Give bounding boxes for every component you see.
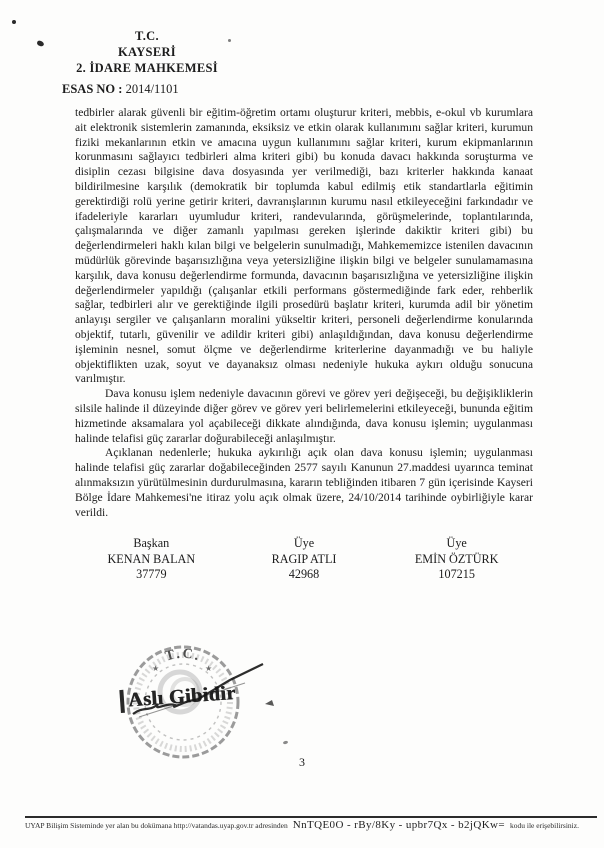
certified-true-copy-stamp: Aslı Gibidir — [119, 682, 236, 713]
body-paragraph-2: Dava konusu işlem nedeniyle davacının görevi ve görev yeri değişeceği, bu değişikliklerin silsile halinde il düzeyinde diğer görev ve görev yeri belirlemelerini etkileyeceği, bununda eğitim hizmetinde aksamalara yol açabileceği dikkate alındığında, dava konusu işlemin; uygulanması halinde telafisi güç zararlar doğurabileceği anlaşılmıştır. — [75, 387, 533, 445]
court-name: 2. İDARE MAHKEMESİ — [76, 61, 218, 75]
signature-name: RAGIP ATLI — [271, 551, 337, 566]
body-paragraph-3: Açıklanan nedenlerle; hukuka aykırılığı açık olan dava konusu işlemin; uygulanması halinde telafisi güç zararlar doğabileceğinden 2577 sayılı Kanunun 27.maddesi uyarınca teminat alınmaksızın yürütülmesinin durdurulmasına, kararın tebliğinden itibaren 7 gün içerisinde Kayseri Bölge İdare Mahkemesi'ne itiraz yolu açık olmak üzere, 24/10/2014 tarihinde oybirliğiyle karar verildi. — [75, 446, 533, 519]
court-header — [52, 28, 242, 76]
signature-name: KENAN BALAN — [107, 551, 196, 566]
signature-block — [75, 536, 533, 583]
seal-star-right-icon: ★ — [205, 664, 213, 673]
uyap-footer — [25, 819, 599, 831]
signature-registry-no: 42968 — [288, 567, 320, 581]
signature-title: Üye — [293, 536, 315, 550]
signature-president — [75, 536, 228, 583]
case-number-label: ESAS NO : — [62, 82, 123, 96]
signature-registry-no: 107215 — [438, 567, 475, 581]
uyap-verification-code: NnTQE0O - rBy/8Ky - upbr7Qx - b2jQKw= — [292, 819, 505, 831]
decision-body — [75, 106, 533, 520]
ink-speck — [36, 40, 44, 47]
seal-star-left-icon: ★ — [152, 664, 160, 673]
signature-name: EMİN ÖZTÜRK — [414, 551, 499, 566]
signature-title: Başkan — [133, 536, 170, 550]
uyap-footer-prefix: UYAP Bilişim Sisteminde yer alan bu dokümana http://vatandas.uyap.gov.tr adresinden — [25, 821, 288, 830]
body-paragraph-1: tedbirler alarak güvenli bir eğitim-öğretim ortamı oluşturur kriteri, mebbis, e-okul vb kurumlara ait elektronik sistemlerin zamanında, eksiksiz ve etkin olarak kullanımını sağlar kriteri, kurumun fiziki mekanlarının etkin ve amacına uygun kullanımını sağlar kriteri, kurum ekipmanlarının korunmasını sağlayıcı tedbirleri alma kriteri gibi) bu konuda davacı hakkında soruşturma ve disiplin cezası bilgisine dava dosyasında yer verilmediği, bazı kriterler hakkında kanaat bildirilmesine karşılık (demokratik bir toplumda kabul edilmiş etik standartlarla eğitimin gerektirdiği rolü yerine getirir kriteri, davranışlarının kurumu nasıl etkileyeceğini farkındadır ve ifadeleriyle kararları uyumludur kriteri, randevularında, görüşmelerinde, toplantılarında, çalışmalarında ve diğer zamanlı yapılması gereken işlerinde dakiktir kriteri gibi) bu değerlendirmeleri haklı kılan bilgi ve belgelerin sunulmadığı, Mahkememizce istenilen davacının müdürlük görevinde başarısızlığına veya yetersizliğine ilişkin bilgi ve belgeler sunulamamasına karşılık, dava konusu değerlendirme formunda, davacının başarısızlığına ve yetersizliğine ilişkin değerlendirmeler yapıldığı (çalışanlar etkili performans göstermediğinde fark eder, rehberlik sağlar, tedbirleri alır ve gerektiğinde ilgili prosedürü başlatır kriteri, kurumda adil bir yönetim anlayışı sergiler ve çalışanların moralini yükseltir kriteri, personeli değerlendirme konularında objektif, tutarlı, güvenilir ve adildir kriteri gibi) anlaşıldığından, dava konusu değerlendirme işleminin nesnel, somut ölçme ve değerlendirme kriterlerine dayanmadığı ve bu haliyle objektiflikten uzak, soyut ve dayanaksız olması nedeniyle hukuka aykırı olduğu sonucuna varılmıştır. — [75, 106, 533, 386]
signature-member-2 — [380, 536, 533, 583]
court-city: KAYSERİ — [118, 45, 176, 59]
footer-divider — [25, 816, 597, 818]
republic-title: T.C. — [135, 29, 159, 43]
case-number-row — [62, 82, 179, 97]
page-number: 3 — [299, 755, 305, 769]
stamp-edge-mark — [265, 700, 274, 706]
signature-member-1 — [228, 536, 381, 583]
ink-speck — [12, 20, 16, 24]
case-number-value: 2014/1101 — [125, 82, 179, 96]
signature-registry-no: 37779 — [136, 567, 167, 581]
signature-title: Üye — [446, 536, 467, 550]
seal-top-text: T.C. — [163, 646, 203, 665]
uyap-footer-suffix: kodu ile erişebilirsiniz. — [510, 821, 579, 830]
